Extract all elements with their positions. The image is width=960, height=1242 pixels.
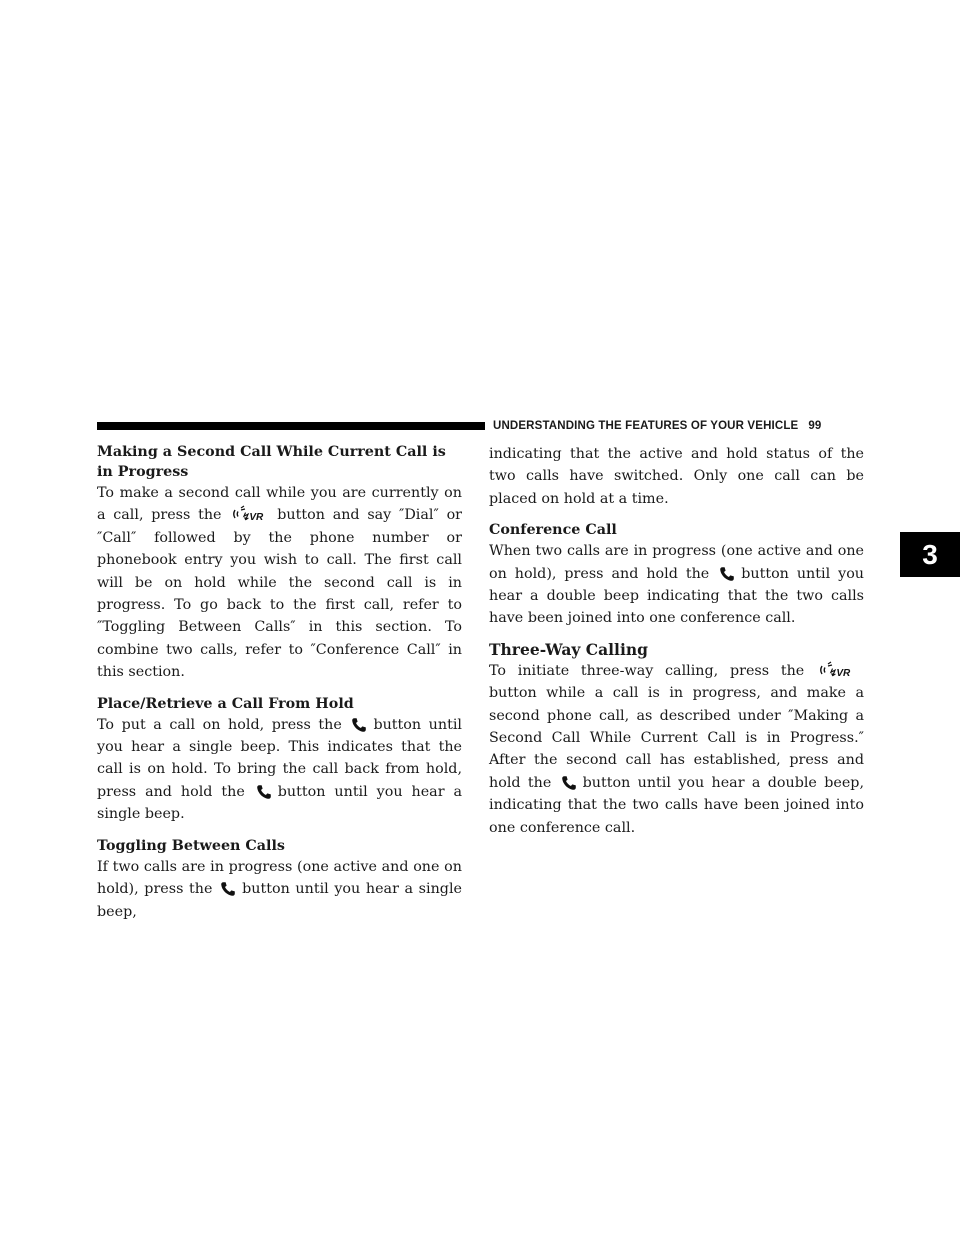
paragraph-three-way: To initiate three-way calling, press the button while a call is in progress, and make a second phone call, as described under ″Making a Second Call While Current Call is in Progress.″ After the second call has established, press and hold the button until you hear a double beep, indicating that the two calls have been joined into one conference call.: [489, 662, 865, 836]
right-column: [489, 443, 864, 849]
heading-hold: Place/Retrieve a Call From Hold: [97, 695, 354, 712]
page-number: 99: [808, 420, 822, 432]
paragraph-toggling-continued: indicating that the active and hold status of the two calls have switched. Only one call can be placed on hold at a time.: [489, 446, 864, 507]
phone-handset-icon: [351, 717, 367, 733]
phone-handset-icon: [719, 566, 735, 582]
voice-recognition-vr-icon: [818, 661, 858, 679]
paragraph-hold: To put a call on hold, press the button until you hear a single beep. This indicates that the call is on hold. To bring the call back from hold, press and hold the button until you hear a single beep.: [97, 716, 463, 823]
heading-toggling: Toggling Between Calls: [97, 837, 285, 854]
header-title: UNDERSTANDING THE FEATURES OF YOUR VEHICLE: [493, 420, 799, 432]
header-rule: [97, 422, 485, 430]
left-column: [97, 442, 462, 933]
paragraph-second-call: To make a second call while you are currently on a call, press the button and say ″Dial″ or ″Call″ followed by the phone number or phonebook entry you wish to call. The first call will be on hold while the second call is in progress. To go back to the first call, refer to ″Toggling Between Calls″ in this section. To combine two calls, refer to ″Conference Call″ in this section.: [97, 485, 463, 681]
heading-three-way: Three-Way Calling: [489, 639, 648, 659]
chapter-tab: 3: [900, 532, 960, 577]
phone-handset-icon: [561, 775, 577, 791]
paragraph-toggling: If two calls are in progress (one active and one on hold), press the button until you hear a single beep,: [97, 858, 462, 920]
voice-recognition-vr-icon: [231, 505, 271, 523]
heading-second-call: Making a Second Call While Current Call is in Progress: [97, 444, 446, 480]
heading-conference: Conference Call: [489, 522, 617, 539]
paragraph-conference: When two calls are in progress (one active and one on hold), press and hold the button until you hear a double beep indicating that the two calls have been joined into one conference call.: [489, 543, 865, 627]
phone-handset-icon: [256, 784, 272, 800]
phone-handset-icon: [220, 881, 236, 897]
running-header: [493, 419, 821, 433]
